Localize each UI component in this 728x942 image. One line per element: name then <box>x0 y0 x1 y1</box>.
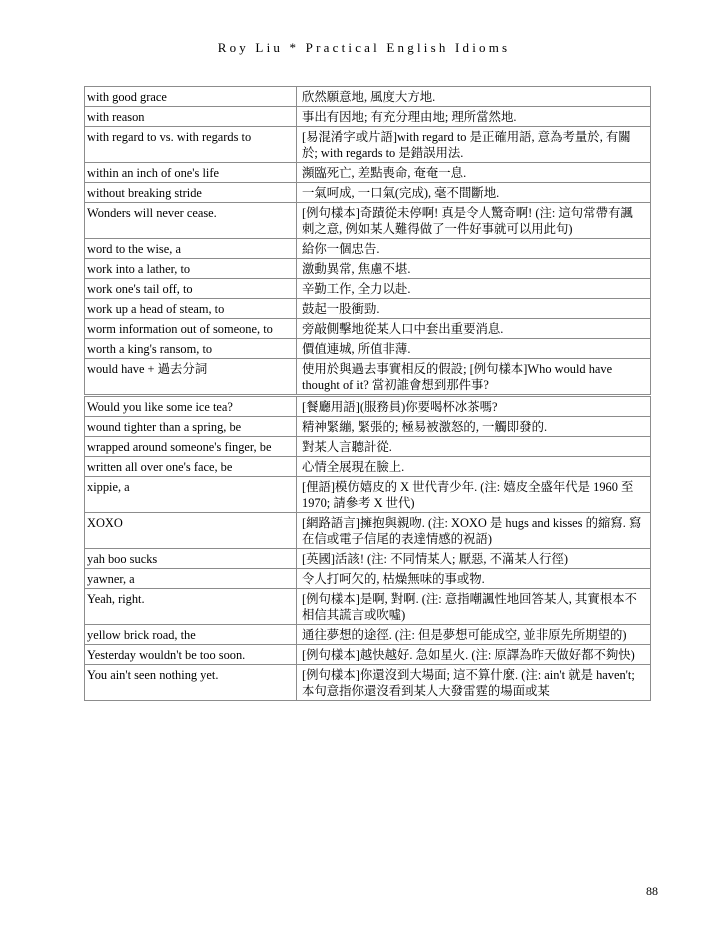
idiom-cell: work into a lather, to <box>85 259 297 279</box>
idiom-cell: Yesterday wouldn't be too soon. <box>85 645 297 665</box>
meaning-cell: 鼓起一股衝勁. <box>297 299 651 319</box>
meaning-cell: 精神緊繃, 緊張的; 極易被激怒的, 一觸即發的. <box>297 417 651 437</box>
table-row <box>85 549 651 569</box>
idiom-cell: XOXO <box>85 513 297 549</box>
table-row <box>85 396 651 417</box>
idiom-cell: You ain't seen nothing yet. <box>85 665 297 701</box>
idiom-cell: xippie, a <box>85 477 297 513</box>
meaning-cell: 激動異常, 焦慮不堪. <box>297 259 651 279</box>
table-row <box>85 239 651 259</box>
table-row <box>85 437 651 457</box>
meaning-cell: 辛勤工作, 全力以赴. <box>297 279 651 299</box>
meaning-cell: 事出有因地; 有充分理由地; 理所當然地. <box>297 107 651 127</box>
idiom-cell: wrapped around someone's finger, be <box>85 437 297 457</box>
meaning-cell: [例句樣本]越快越好. 急如星火. (注: 原譯為昨天做好都不夠快) <box>297 645 651 665</box>
meaning-cell: [例句樣本]你還沒到大場面; 這不算什麼. (注: ain't 就是 haven't; 本句意指你還沒看到某人大發雷霆的場面或某 <box>297 665 651 701</box>
table-row <box>85 127 651 163</box>
idiom-cell: wound tighter than a spring, be <box>85 417 297 437</box>
meaning-cell: [易混淆字或片語]with regard to 是正確用語, 意為考量於, 有關於; with regards to 是錯誤用法. <box>297 127 651 163</box>
meaning-cell: 對某人言聽計從. <box>297 437 651 457</box>
table-row <box>85 645 651 665</box>
idiom-cell: yah boo sucks <box>85 549 297 569</box>
meaning-cell: 欣然願意地, 風度大方地. <box>297 87 651 107</box>
table-row <box>85 259 651 279</box>
table-row <box>85 319 651 339</box>
table-row <box>85 569 651 589</box>
idiom-cell: Wonders will never cease. <box>85 203 297 239</box>
table-row <box>85 417 651 437</box>
table-row <box>85 477 651 513</box>
table-row <box>85 625 651 645</box>
idiom-cell: work up a head of steam, to <box>85 299 297 319</box>
meaning-cell: 一氣呵成, 一口氣(完成), 毫不間斷地. <box>297 183 651 203</box>
meaning-cell: [例句樣本]奇蹟從未停啊! 真是令人驚奇啊! (注: 這句常帶有諷刺之意, 例如某人難得做了一件好事就可以用此句) <box>297 203 651 239</box>
table-row <box>85 163 651 183</box>
meaning-cell: 瀕臨死亡, 差點喪命, 奄奄一息. <box>297 163 651 183</box>
meaning-cell: 通往夢想的途徑. (注: 但是夢想可能成空, 並非原先所期望的) <box>297 625 651 645</box>
table-row <box>85 279 651 299</box>
meaning-cell: 令人打呵欠的, 枯燥無味的事或物. <box>297 569 651 589</box>
idiom-cell: within an inch of one's life <box>85 163 297 183</box>
table-row <box>85 299 651 319</box>
meaning-cell: [俚語]模仿嬉皮的 X 世代青少年. (注: 嬉皮全盛年代是 1960 至 1970; 請參考 X 世代) <box>297 477 651 513</box>
idiom-cell: with good grace <box>85 87 297 107</box>
idiom-cell: would have + 過去分詞 <box>85 359 297 396</box>
idiom-cell: yawner, a <box>85 569 297 589</box>
table-row <box>85 589 651 625</box>
idiom-cell: written all over one's face, be <box>85 457 297 477</box>
meaning-cell: [餐廳用語](服務員)你要喝杯冰茶嗎? <box>297 396 651 417</box>
meaning-cell: 價值連城, 所值非薄. <box>297 339 651 359</box>
meaning-cell: 給你一個忠告. <box>297 239 651 259</box>
table-row <box>85 87 651 107</box>
idiom-cell: word to the wise, a <box>85 239 297 259</box>
meaning-cell: 旁敲側擊地從某人口中套出重要消息. <box>297 319 651 339</box>
meaning-cell: [例句樣本]是啊, 對啊. (注: 意指嘲諷性地回答某人, 其實根本不相信其謊言或吹噓) <box>297 589 651 625</box>
table-row <box>85 183 651 203</box>
table-row <box>85 513 651 549</box>
idiom-table-body <box>85 87 651 701</box>
table-row <box>85 339 651 359</box>
meaning-cell: [英國]活該! (注: 不同情某人; 厭惡, 不滿某人行徑) <box>297 549 651 569</box>
idiom-cell: Would you like some ice tea? <box>85 396 297 417</box>
idiom-cell: work one's tail off, to <box>85 279 297 299</box>
idiom-cell: worth a king's ransom, to <box>85 339 297 359</box>
idiom-table <box>84 86 651 701</box>
meaning-cell: [網路語言]擁抱與親吻. (注: XOXO 是 hugs and kisses 的縮寫. 寫在信或電子信尾的表達情感的祝語) <box>297 513 651 549</box>
table-row <box>85 107 651 127</box>
meaning-cell: 使用於與過去事實相反的假設; [例句樣本]Who would have thought of it? 當初誰會想到那件事? <box>297 359 651 396</box>
page-number: 88 <box>646 884 658 898</box>
idiom-cell: worm information out of someone, to <box>85 319 297 339</box>
table-row <box>85 359 651 396</box>
table-row <box>85 665 651 701</box>
idiom-cell: Yeah, right. <box>85 589 297 625</box>
idiom-cell: with regard to vs. with regards to <box>85 127 297 163</box>
meaning-cell: 心情全展現在臉上. <box>297 457 651 477</box>
idiom-cell: with reason <box>85 107 297 127</box>
running-header: Roy Liu * Practical English Idioms <box>217 40 511 55</box>
table-row <box>85 203 651 239</box>
table-row <box>85 457 651 477</box>
idiom-cell: without breaking stride <box>85 183 297 203</box>
idiom-cell: yellow brick road, the <box>85 625 297 645</box>
